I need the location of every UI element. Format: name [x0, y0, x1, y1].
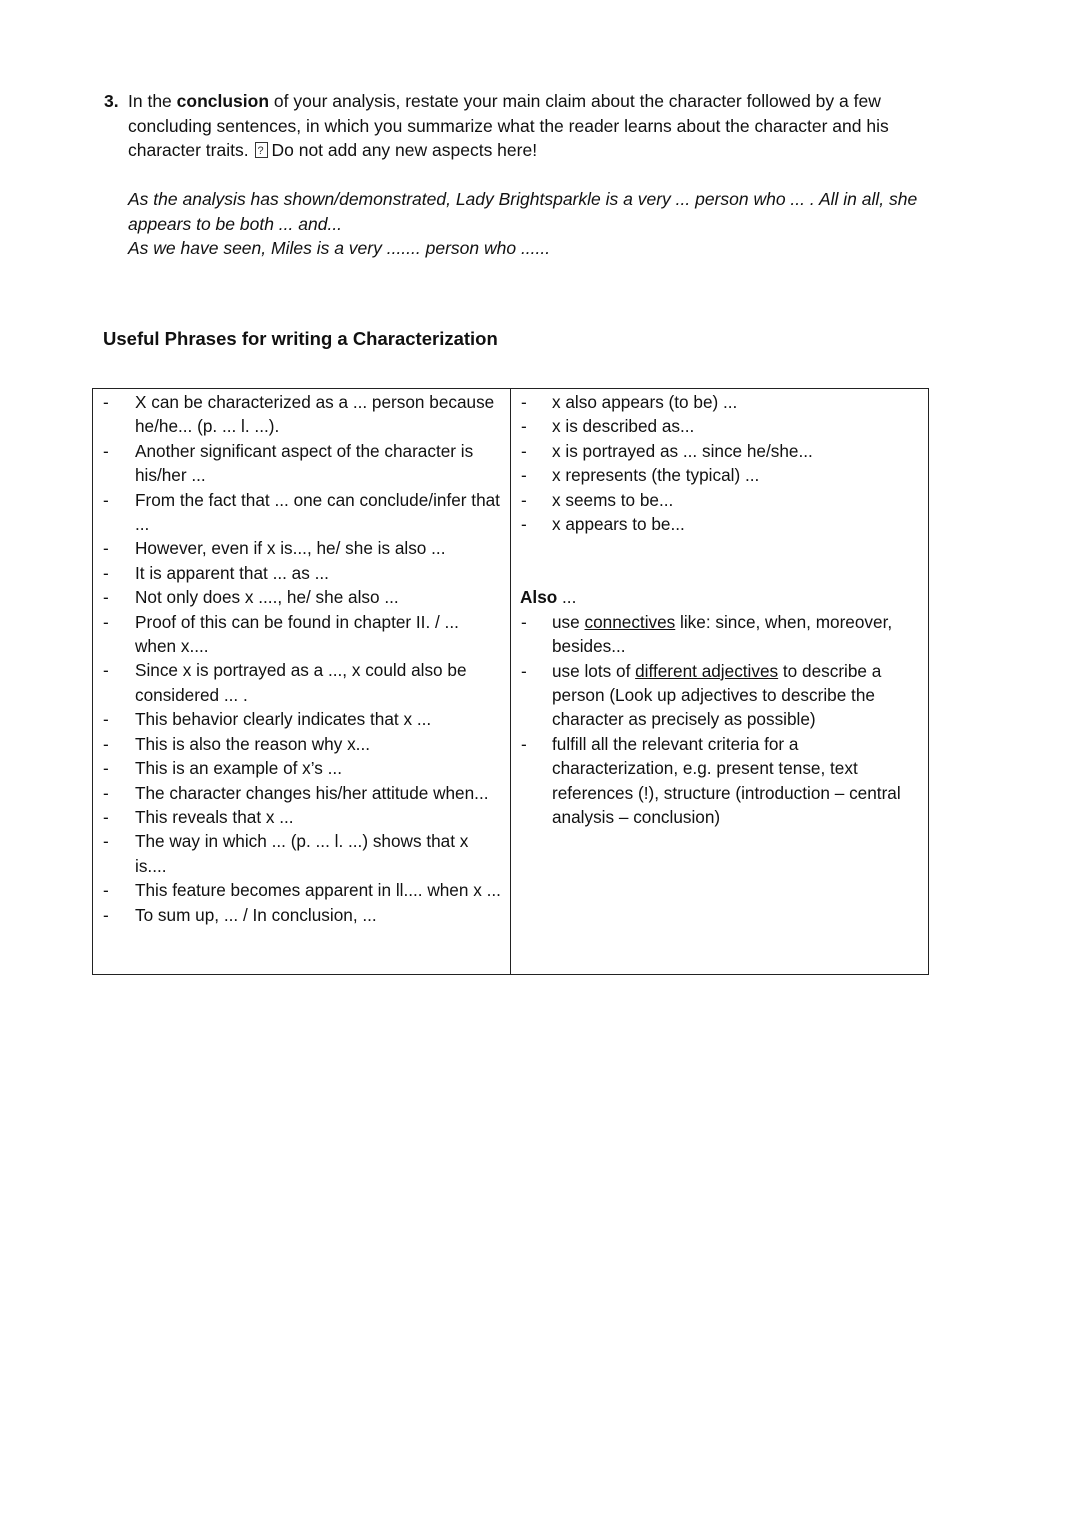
phrases-table: [92, 388, 929, 975]
list-item: - X can be characterized as a ... person because he/he... (p. ... l. ...).: [93, 390, 510, 439]
list-item: - It is apparent that ... as ...: [93, 561, 510, 585]
example-sentence: As the analysis has shown/demonstrated, Lady Brightsparkle is a very ... person who ... . All in all, she appears to be both ... and...: [128, 189, 918, 234]
list-item: - use connectives like: since, when, moreover, besides...: [511, 610, 928, 659]
list-item: - x is portrayed as ... since he/she...: [511, 439, 928, 463]
list-item: - However, even if x is..., he/ she is also ...: [93, 536, 510, 560]
list-item: - This is also the reason why x...: [93, 732, 510, 756]
list-item: - x appears to be...: [511, 512, 928, 536]
tips-list: [511, 610, 928, 830]
missing-glyph-icon: [255, 142, 268, 158]
list-item: - This feature becomes apparent in ll.... when x ...: [93, 878, 510, 902]
instruction-note: Do not add any new aspects here!: [271, 140, 538, 160]
section-heading: Useful Phrases for writing a Characterization: [103, 328, 498, 349]
left-column: [93, 389, 511, 974]
underlined-term: connectives: [584, 611, 676, 632]
right-phrase-list: [511, 390, 928, 536]
list-item: - Another significant aspect of the character is his/her ...: [93, 439, 510, 488]
list-item: - To sum up, ... / In conclusion, ...: [93, 903, 510, 927]
list-item: - fulfill all the relevant criteria for a characterization, e.g. present tense, text references (!), structure (introduction – central analysis – conclusion): [511, 732, 928, 830]
example-sentence: As we have seen, Miles is a very ....... person who ......: [128, 238, 551, 258]
list-item: - From the fact that ... one can conclude/infer that ...: [93, 488, 510, 537]
list-item: - The way in which ... (p. ... l. ...) shows that x is....: [93, 829, 510, 878]
left-phrase-list: [93, 390, 510, 927]
list-number: 3.: [104, 91, 119, 111]
list-item: - x is described as...: [511, 414, 928, 438]
list-item: - use lots of different adjectives to describe a person (Look up adjectives to describe the character as precisely as possible): [511, 659, 928, 732]
also-label: Also ...: [520, 587, 577, 608]
keyword-conclusion: conclusion: [176, 91, 270, 111]
underlined-term: different adjectives: [635, 660, 779, 681]
right-column: [511, 389, 928, 974]
list-item: - This behavior clearly indicates that x ...: [93, 707, 510, 731]
list-item: - Not only does x ...., he/ she also ...: [93, 585, 510, 609]
list-item: - The character changes his/her attitude when...: [93, 781, 510, 805]
list-item: - x seems to be...: [511, 488, 928, 512]
list-item: - x also appears (to be) ...: [511, 390, 928, 414]
list-item: - This is an example of x’s ...: [93, 756, 510, 780]
list-item: - x represents (the typical) ...: [511, 463, 928, 487]
list-item: - Proof of this can be found in chapter II. / ... when x....: [93, 610, 510, 659]
instruction-text: In the conclusion of your analysis, restate your main claim about the character followed by a few concluding sentences, in which you summarize what the reader learns about the character and his character traits. ? Do not add any new aspects here!: [128, 89, 944, 163]
conclusion-instruction: [104, 89, 944, 163]
list-item: - Since x is portrayed as a ..., x could also be considered ... .: [93, 658, 510, 707]
list-item: - This reveals that x ...: [93, 805, 510, 829]
example-sentences: [128, 187, 958, 261]
